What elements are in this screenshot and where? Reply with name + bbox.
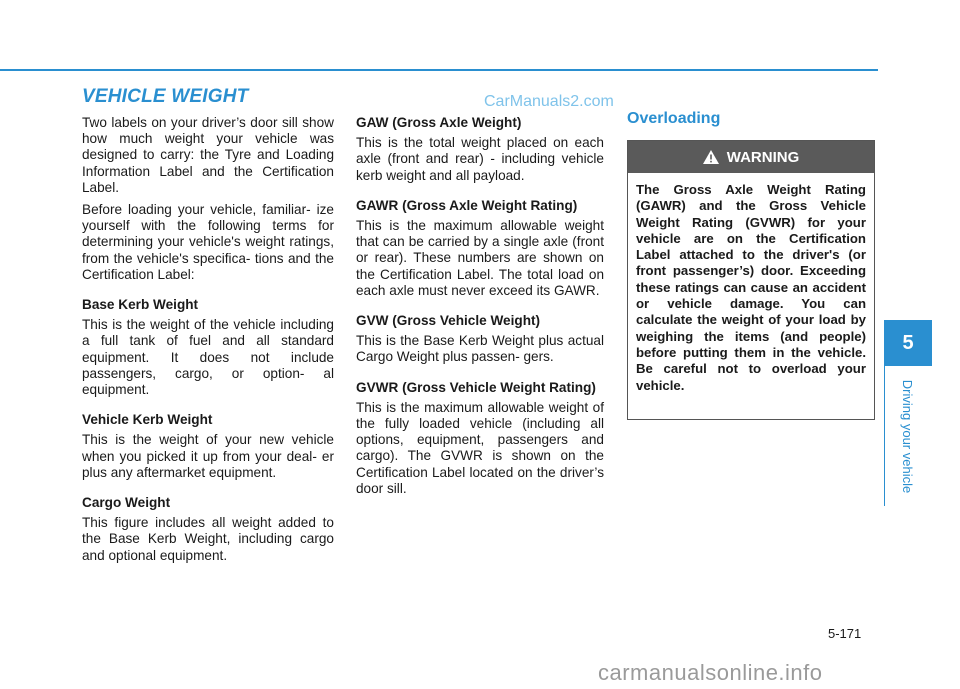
- warning-label: WARNING: [726, 148, 800, 166]
- column-1: [82, 115, 334, 570]
- definition-gawr: This is the maximum allowable weight that can be carried by a single axle (front or rear). These numbers are shown on the Certification Label. The total load on each axle must never exceed its GAWR.: [356, 218, 604, 298]
- term-gaw: GAW (Gross Axle Weight): [356, 115, 522, 130]
- overloading-heading: Overloading: [627, 110, 721, 127]
- term-cargo-weight: Cargo Weight: [82, 495, 171, 511]
- watermark-top: CarManuals2.com: [484, 93, 614, 110]
- term-vehicle-kerb-weight: Vehicle Kerb Weight: [82, 412, 213, 428]
- term-gawr: GAWR (Gross Axle Weight Rating): [356, 197, 578, 213]
- footer-watermark: carmanualsonline.info: [598, 660, 823, 685]
- definition-gvw: This is the Base Kerb Weight plus actual Cargo Weight plus passen- gers.: [356, 333, 604, 365]
- definition-gaw: This is the total weight placed on each axle (front and rear) - including vehicle kerb weight and all payload.: [356, 135, 604, 183]
- intro-paragraph-2: Before loading your vehicle, familiar- ize yourself with the following terms for determining your vehicle's weight ratings, from the vehicle's specifica- tions and the Certification Label:: [82, 202, 334, 282]
- chapter-title: Driving your vehicle: [900, 379, 916, 493]
- definition-gvwr: This is the maximum allowable weight of the fully loaded vehicle (including all options, equipment, passengers and cargo). The GVWR is shown on the Certification Label located on the driver’s door sill.: [356, 399, 604, 496]
- section-title: VEHICLE WEIGHT: [82, 86, 249, 107]
- warning-header: [628, 141, 874, 173]
- chapter-number-tab: 5: [884, 320, 932, 366]
- warning-triangle-icon: [703, 150, 719, 164]
- term-gvwr: GVWR (Gross Vehicle Weight Rating): [356, 379, 596, 395]
- column-2: [356, 115, 604, 503]
- definition-cargo-weight: This figure includes all weight added to the Base Kerb Weight, including cargo and optional equipment.: [82, 515, 334, 563]
- top-rule: [0, 69, 878, 71]
- warning-text: The Gross Axle Weight Rating (GAWR) and the Gross Vehicle Weight Rating (GVWR) for your vehicle are on the Certification Label attached to the driver's (or front passenger’s) door. Exceeding these ratings can cause an accident or vehicle damage. You can calculate the weight of your load by weighing the items (and people) before putting them in the vehicle. Be careful not to overload your vehicle.: [636, 182, 866, 393]
- definition-vehicle-kerb-weight: This is the weight of your new vehicle when you picked it up from your deal- er plus any aftermarket equipment.: [82, 432, 334, 480]
- definition-base-kerb-weight: This is the weight of the vehicle including a full tank of fuel and all standard equipment. It does not include passengers, cargo, or option- al equipment.: [82, 317, 334, 398]
- warning-box: [627, 140, 875, 420]
- page-number: 5-171: [828, 626, 862, 641]
- term-gvw: GVW (Gross Vehicle Weight): [356, 313, 541, 329]
- chapter-title-side: [884, 366, 932, 506]
- intro-paragraph-1: Two labels on your driver’s door sill show how much weight your vehicle was designed to carry: the Tyre and Loading Information Label and the Certification Label.: [82, 115, 334, 195]
- term-base-kerb-weight: Base Kerb Weight: [82, 297, 199, 313]
